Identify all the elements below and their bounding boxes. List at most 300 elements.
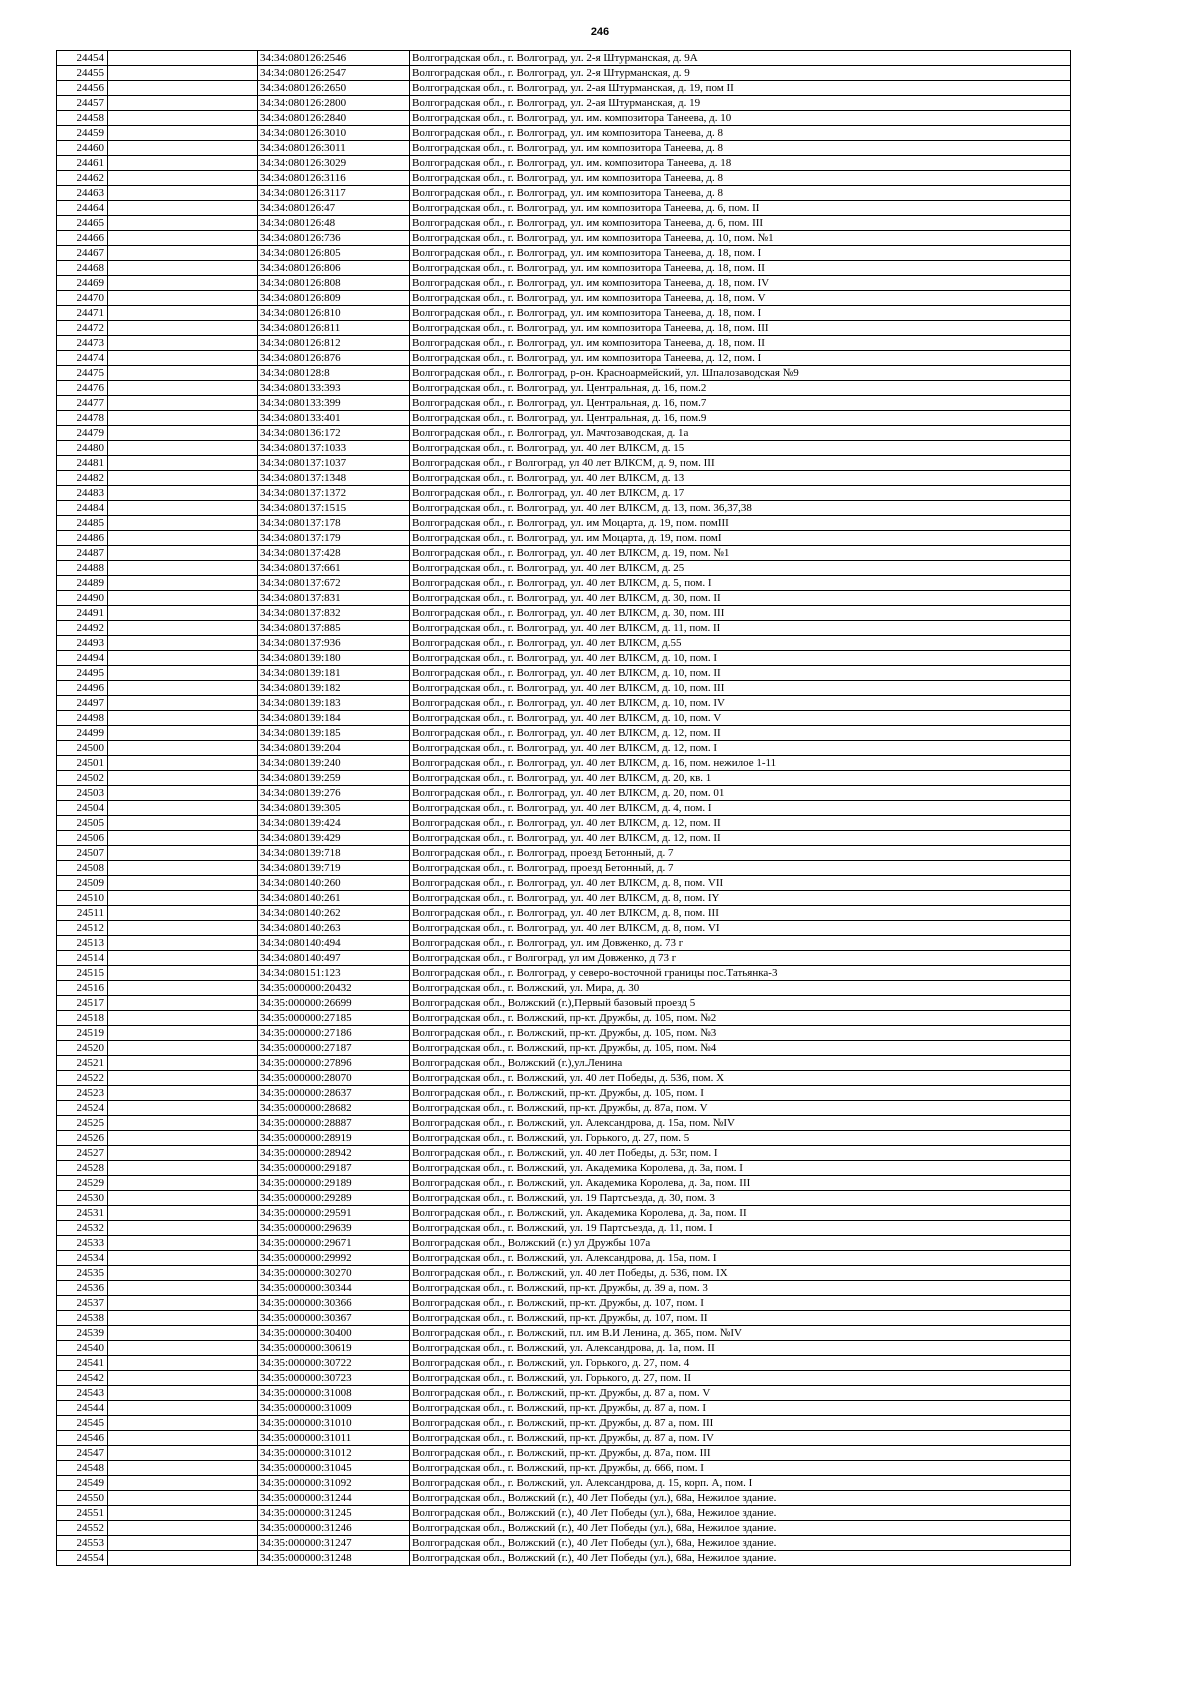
cadastral-number-cell: 34:35:000000:31244: [258, 1491, 410, 1506]
table-row: [57, 546, 1071, 561]
cadastral-number-cell: 34:35:000000:30367: [258, 1311, 410, 1326]
table-row: [57, 471, 1071, 486]
empty-cell: [108, 546, 258, 561]
table-row: [57, 276, 1071, 291]
address-cell: Волгоградская обл., г. Волгоград, ул. им. композитора Танеева, д. 10: [410, 111, 1071, 126]
empty-cell: [108, 1176, 258, 1191]
address-cell: Волгоградская обл., г. Волгоград, ул. 40 лет ВЛКСМ, д. 12, пом. II: [410, 726, 1071, 741]
address-cell: Волгоградская обл., г. Волгоград, ул. им Моцарта, д. 19, пом. помI: [410, 531, 1071, 546]
empty-cell: [108, 1461, 258, 1476]
table-row: [57, 231, 1071, 246]
table-row: [57, 1401, 1071, 1416]
address-cell: Волгоградская обл., г. Волгоград, ул. 2-я Штурманская, д. 9: [410, 66, 1071, 81]
address-cell: Волгоградская обл., г. Волгоград, ул. 40 лет ВЛКСМ, д. 16, пом. нежилое 1-11: [410, 756, 1071, 771]
row-number-cell: 24513: [57, 936, 108, 951]
row-number-cell: 24487: [57, 546, 108, 561]
empty-cell: [108, 1551, 258, 1566]
row-number-cell: 24484: [57, 501, 108, 516]
row-number-cell: 24500: [57, 741, 108, 756]
cadastral-number-cell: 34:35:000000:29992: [258, 1251, 410, 1266]
address-cell: Волгоградская обл., г. Волгоград, ул. им композитора Танеева, д. 18, пом. II: [410, 261, 1071, 276]
row-number-cell: 24469: [57, 276, 108, 291]
row-number-cell: 24482: [57, 471, 108, 486]
table-row: [57, 726, 1071, 741]
cadastral-number-cell: 34:35:000000:29289: [258, 1191, 410, 1206]
table-row: [57, 1521, 1071, 1536]
cadastral-number-cell: 34:35:000000:27185: [258, 1011, 410, 1026]
empty-cell: [108, 1116, 258, 1131]
cadastral-number-cell: 34:34:080139:718: [258, 846, 410, 861]
empty-cell: [108, 771, 258, 786]
empty-cell: [108, 1056, 258, 1071]
row-number-cell: 24499: [57, 726, 108, 741]
table-row: [57, 1131, 1071, 1146]
cadastral-number-cell: 34:34:080139:185: [258, 726, 410, 741]
address-cell: Волгоградская обл., Волжский (г.), 40 Лет Победы (ул.), 68а, Нежилое здание.: [410, 1551, 1071, 1566]
row-number-cell: 24514: [57, 951, 108, 966]
row-number-cell: 24470: [57, 291, 108, 306]
address-cell: Волгоградская обл., г. Волгоград, ул. им композитора Танеева, д. 10, пом. №1: [410, 231, 1071, 246]
row-number-cell: 24505: [57, 816, 108, 831]
cadastral-number-cell: 34:35:000000:31009: [258, 1401, 410, 1416]
address-cell: Волгоградская обл., г. Волгоград, проезд Бетонный, д. 7: [410, 846, 1071, 861]
row-number-cell: 24522: [57, 1071, 108, 1086]
empty-cell: [108, 966, 258, 981]
empty-cell: [108, 321, 258, 336]
cadastral-number-cell: 34:34:080137:428: [258, 546, 410, 561]
row-number-cell: 24527: [57, 1146, 108, 1161]
empty-cell: [108, 141, 258, 156]
table-row: [57, 801, 1071, 816]
empty-cell: [108, 96, 258, 111]
table-row: [57, 1161, 1071, 1176]
address-cell: Волгоградская обл., г. Волгоград, ул. им композитора Танеева, д. 18, пом. IV: [410, 276, 1071, 291]
cadastral-number-cell: 34:35:000000:27896: [258, 1056, 410, 1071]
row-number-cell: 24541: [57, 1356, 108, 1371]
empty-cell: [108, 1026, 258, 1041]
empty-cell: [108, 1191, 258, 1206]
empty-cell: [108, 1491, 258, 1506]
address-cell: Волгоградская обл., г. Волгоград, ул. 40 лет ВЛКСМ, д. 10, пом. V: [410, 711, 1071, 726]
empty-cell: [108, 1341, 258, 1356]
cadastral-number-cell: 34:35:000000:28637: [258, 1086, 410, 1101]
table-row: [57, 1206, 1071, 1221]
cadastral-number-cell: 34:35:000000:31045: [258, 1461, 410, 1476]
cadastral-number-cell: 34:34:080126:805: [258, 246, 410, 261]
cadastral-number-cell: 34:35:000000:30722: [258, 1356, 410, 1371]
row-number-cell: 24459: [57, 126, 108, 141]
address-cell: Волгоградская обл., г. Волгоград, ул. им композитора Танеева, д. 8: [410, 171, 1071, 186]
address-cell: Волгоградская обл., г. Волжский, ул. Академика Королева, д. 3а, пом. III: [410, 1176, 1071, 1191]
table-row: [57, 936, 1071, 951]
cadastral-number-cell: 34:34:080126:812: [258, 336, 410, 351]
address-cell: Волгоградская обл., Волжский (г.),Первый базовый проезд 5: [410, 996, 1071, 1011]
cadastral-number-cell: 34:34:080139:182: [258, 681, 410, 696]
address-cell: Волгоградская обл., Волжский (г.), 40 Лет Победы (ул.), 68а, Нежилое здание.: [410, 1536, 1071, 1551]
address-cell: Волгоградская обл., г. Волгоград, ул. 40 лет ВЛКСМ, д. 12, пом. II: [410, 816, 1071, 831]
table-row: [57, 336, 1071, 351]
table-row: [57, 366, 1071, 381]
empty-cell: [108, 756, 258, 771]
table-row: [57, 1446, 1071, 1461]
empty-cell: [108, 51, 258, 66]
cadastral-number-cell: 34:34:080126:808: [258, 276, 410, 291]
table-row: [57, 351, 1071, 366]
empty-cell: [108, 861, 258, 876]
cadastral-number-cell: 34:34:080139:184: [258, 711, 410, 726]
address-cell: Волгоградская обл., г. Волгоград, ул. им композитора Танеева, д. 18, пом. I: [410, 246, 1071, 261]
empty-cell: [108, 1296, 258, 1311]
row-number-cell: 24531: [57, 1206, 108, 1221]
row-number-cell: 24504: [57, 801, 108, 816]
row-number-cell: 24548: [57, 1461, 108, 1476]
empty-cell: [108, 591, 258, 606]
table-row: [57, 591, 1071, 606]
address-cell: Волгоградская обл., г. Волжский, пр-кт. Дружбы, д. 105, пом. I: [410, 1086, 1071, 1101]
address-cell: Волгоградская обл., г. Волжский, ул. Александрова, д. 1а, пом. II: [410, 1341, 1071, 1356]
table-row: [57, 1026, 1071, 1041]
row-number-cell: 24498: [57, 711, 108, 726]
table-row: [57, 66, 1071, 81]
cadastral-number-cell: 34:35:000000:31245: [258, 1506, 410, 1521]
cadastral-number-cell: 34:35:000000:28070: [258, 1071, 410, 1086]
empty-cell: [108, 801, 258, 816]
row-number-cell: 24457: [57, 96, 108, 111]
table-row: [57, 1476, 1071, 1491]
empty-cell: [108, 1521, 258, 1536]
address-cell: Волгоградская обл., г. Волгоград, ул. им композитора Танеева, д. 8: [410, 126, 1071, 141]
address-cell: Волгоградская обл., г. Волжский, пр-кт. Дружбы, д. 107, пом. I: [410, 1296, 1071, 1311]
row-number-cell: 24551: [57, 1506, 108, 1521]
table-row: [57, 1086, 1071, 1101]
row-number-cell: 24503: [57, 786, 108, 801]
table-row: [57, 681, 1071, 696]
table-row: [57, 1071, 1071, 1086]
row-number-cell: 24494: [57, 651, 108, 666]
cadastral-number-cell: 34:35:000000:26699: [258, 996, 410, 1011]
row-number-cell: 24516: [57, 981, 108, 996]
empty-cell: [108, 606, 258, 621]
address-cell: Волгоградская обл., г. Волжский, пр-кт. Дружбы, д. 105, пом. №3: [410, 1026, 1071, 1041]
cadastral-number-cell: 34:35:000000:31008: [258, 1386, 410, 1401]
address-cell: Волгоградская обл., г Волгоград, ул 40 лет ВЛКСМ, д. 9, пом. III: [410, 456, 1071, 471]
empty-cell: [108, 186, 258, 201]
row-number-cell: 24454: [57, 51, 108, 66]
address-cell: Волгоградская обл., г. Волжский, ул. Академика Королева, д. 3а, пом. II: [410, 1206, 1071, 1221]
cadastral-number-cell: 34:34:080126:736: [258, 231, 410, 246]
empty-cell: [108, 561, 258, 576]
table-row: [57, 1341, 1071, 1356]
cadastral-number-cell: 34:35:000000:27187: [258, 1041, 410, 1056]
address-cell: Волгоградская обл., г. Волгоград, ул. 40 лет ВЛКСМ, д. 19, пом. №1: [410, 546, 1071, 561]
row-number-cell: 24512: [57, 921, 108, 936]
row-number-cell: 24539: [57, 1326, 108, 1341]
property-registry-table: [56, 50, 1071, 1566]
empty-cell: [108, 696, 258, 711]
cadastral-number-cell: 34:35:000000:28942: [258, 1146, 410, 1161]
table-row: [57, 1236, 1071, 1251]
address-cell: Волгоградская обл., г. Волжский, пр-кт. Дружбы, д. 105, пом. №2: [410, 1011, 1071, 1026]
cadastral-number-cell: 34:34:080139:719: [258, 861, 410, 876]
cadastral-number-cell: 34:34:080126:48: [258, 216, 410, 231]
empty-cell: [108, 231, 258, 246]
cadastral-number-cell: 34:35:000000:31012: [258, 1446, 410, 1461]
row-number-cell: 24462: [57, 171, 108, 186]
address-cell: Волгоградская обл., г. Волжский, пр-кт. Дружбы, д. 87а, пом. V: [410, 1101, 1071, 1116]
empty-cell: [108, 1506, 258, 1521]
cadastral-number-cell: 34:34:080139:424: [258, 816, 410, 831]
empty-cell: [108, 666, 258, 681]
table-row: [57, 1116, 1071, 1131]
address-cell: Волгоградская обл., г. Волгоград, ул. им композитора Танеева, д. 18, пом. V: [410, 291, 1071, 306]
table-row: [57, 156, 1071, 171]
empty-cell: [108, 1311, 258, 1326]
table-row: [57, 1551, 1071, 1566]
row-number-cell: 24456: [57, 81, 108, 96]
cadastral-number-cell: 34:34:080139:240: [258, 756, 410, 771]
address-cell: Волгоградская обл., г. Волгоград, ул. 40 лет ВЛКСМ, д. 30, пом. III: [410, 606, 1071, 621]
table-row: [57, 1491, 1071, 1506]
cadastral-number-cell: 34:35:000000:29671: [258, 1236, 410, 1251]
cadastral-number-cell: 34:35:000000:28682: [258, 1101, 410, 1116]
address-cell: Волгоградская обл., г. Волгоград, ул. им композитора Танеева, д. 18, пом. I: [410, 306, 1071, 321]
cadastral-number-cell: 34:34:080126:2546: [258, 51, 410, 66]
row-number-cell: 24532: [57, 1221, 108, 1236]
address-cell: Волгоградская обл., г. Волжский, пр-кт. Дружбы, д. 105, пом. №4: [410, 1041, 1071, 1056]
row-number-cell: 24510: [57, 891, 108, 906]
address-cell: Волгоградская обл., г. Волжский, ул. Александрова, д. 15а, пом. №IV: [410, 1116, 1071, 1131]
empty-cell: [108, 486, 258, 501]
row-number-cell: 24515: [57, 966, 108, 981]
cadastral-number-cell: 34:34:080126:806: [258, 261, 410, 276]
table-row: [57, 891, 1071, 906]
empty-cell: [108, 411, 258, 426]
empty-cell: [108, 1401, 258, 1416]
address-cell: Волгоградская обл., г. Волжский, пл. им В.И Ленина, д. 365, пом. №IV: [410, 1326, 1071, 1341]
table-row: [57, 906, 1071, 921]
address-cell: Волгоградская обл., Волжский (г.), 40 Лет Победы (ул.), 68а, Нежилое здание.: [410, 1521, 1071, 1536]
row-number-cell: 24520: [57, 1041, 108, 1056]
empty-cell: [108, 1281, 258, 1296]
empty-cell: [108, 651, 258, 666]
row-number-cell: 24485: [57, 516, 108, 531]
address-cell: Волгоградская обл., г. Волгоград, ул. 40 лет ВЛКСМ, д. 12, пом. I: [410, 741, 1071, 756]
row-number-cell: 24481: [57, 456, 108, 471]
empty-cell: [108, 681, 258, 696]
address-cell: Волгоградская обл., г. Волгоград, ул. 40 лет ВЛКСМ, д.55: [410, 636, 1071, 651]
cadastral-number-cell: 34:35:000000:31247: [258, 1536, 410, 1551]
empty-cell: [108, 996, 258, 1011]
cadastral-number-cell: 34:35:000000:30366: [258, 1296, 410, 1311]
table-row: [57, 411, 1071, 426]
empty-cell: [108, 1206, 258, 1221]
cadastral-number-cell: 34:34:080126:3029: [258, 156, 410, 171]
address-cell: Волгоградская обл., г. Волжский, ул. Горького, д. 27, пом. II: [410, 1371, 1071, 1386]
table-row: [57, 1431, 1071, 1446]
address-cell: Волгоградская обл., г. Волгоград, ул. им Моцарта, д. 19, пом. помIII: [410, 516, 1071, 531]
cadastral-number-cell: 34:35:000000:29591: [258, 1206, 410, 1221]
cadastral-number-cell: 34:34:080137:885: [258, 621, 410, 636]
cadastral-number-cell: 34:34:080137:1372: [258, 486, 410, 501]
cadastral-number-cell: 34:34:080126:3117: [258, 186, 410, 201]
empty-cell: [108, 1476, 258, 1491]
table-row: [57, 1101, 1071, 1116]
empty-cell: [108, 726, 258, 741]
row-number-cell: 24472: [57, 321, 108, 336]
table-row: [57, 1251, 1071, 1266]
row-number-cell: 24538: [57, 1311, 108, 1326]
address-cell: Волгоградская обл., г. Волгоград, ул. 2-ая Штурманская, д. 19, пом II: [410, 81, 1071, 96]
cadastral-number-cell: 34:35:000000:30270: [258, 1266, 410, 1281]
row-number-cell: 24467: [57, 246, 108, 261]
table-row: [57, 1461, 1071, 1476]
row-number-cell: 24474: [57, 351, 108, 366]
row-number-cell: 24542: [57, 1371, 108, 1386]
address-cell: Волгоградская обл., г. Волжский, ул. 40 лет Победы, д. 536, пом. IX: [410, 1266, 1071, 1281]
cadastral-number-cell: 34:35:000000:30344: [258, 1281, 410, 1296]
empty-cell: [108, 81, 258, 96]
address-cell: Волгоградская обл., г. Волгоград, у северо-восточной границы пос.Татьянка-3: [410, 966, 1071, 981]
table-row: [57, 1311, 1071, 1326]
address-cell: Волгоградская обл., г. Волгоград, ул. 40 лет ВЛКСМ, д. 30, пом. II: [410, 591, 1071, 606]
table-row: [57, 1386, 1071, 1401]
cadastral-number-cell: 34:35:000000:31010: [258, 1416, 410, 1431]
row-number-cell: 24483: [57, 486, 108, 501]
address-cell: Волгоградская обл., г. Волгоград, ул. Центральная, д. 16, пом.9: [410, 411, 1071, 426]
table-row: [57, 1221, 1071, 1236]
row-number-cell: 24508: [57, 861, 108, 876]
address-cell: Волгоградская обл., г. Волгоград, ул. 40 лет ВЛКСМ, д. 20, пом. 01: [410, 786, 1071, 801]
table-row: [57, 711, 1071, 726]
empty-cell: [108, 936, 258, 951]
address-cell: Волгоградская обл., г. Волгоград, ул. 40 лет ВЛКСМ, д. 5, пом. I: [410, 576, 1071, 591]
table-row: [57, 171, 1071, 186]
cadastral-number-cell: 34:35:000000:20432: [258, 981, 410, 996]
cadastral-number-cell: 34:35:000000:31092: [258, 1476, 410, 1491]
row-number-cell: 24493: [57, 636, 108, 651]
table-row: [57, 1326, 1071, 1341]
empty-cell: [108, 111, 258, 126]
empty-cell: [108, 1236, 258, 1251]
table-row: [57, 306, 1071, 321]
row-number-cell: 24549: [57, 1476, 108, 1491]
table-row: [57, 1041, 1071, 1056]
cadastral-number-cell: 34:34:080140:262: [258, 906, 410, 921]
table-row: [57, 501, 1071, 516]
row-number-cell: 24496: [57, 681, 108, 696]
row-number-cell: 24534: [57, 1251, 108, 1266]
address-cell: Волгоградская обл., г. Волгоград, ул. 40 лет ВЛКСМ, д. 8, пом. VII: [410, 876, 1071, 891]
table-row: [57, 1371, 1071, 1386]
cadastral-number-cell: 34:35:000000:30619: [258, 1341, 410, 1356]
address-cell: Волгоградская обл., г. Волгоград, ул. 40 лет ВЛКСМ, д. 10, пом. III: [410, 681, 1071, 696]
empty-cell: [108, 741, 258, 756]
row-number-cell: 24502: [57, 771, 108, 786]
cadastral-number-cell: 34:34:080137:1033: [258, 441, 410, 456]
cadastral-number-cell: 34:34:080126:809: [258, 291, 410, 306]
empty-cell: [108, 1101, 258, 1116]
empty-cell: [108, 291, 258, 306]
row-number-cell: 24458: [57, 111, 108, 126]
table-row: [57, 696, 1071, 711]
table-row: [57, 96, 1071, 111]
cadastral-number-cell: 34:34:080126:3011: [258, 141, 410, 156]
cadastral-number-cell: 34:35:000000:28887: [258, 1116, 410, 1131]
table-row: [57, 246, 1071, 261]
empty-cell: [108, 336, 258, 351]
address-cell: Волгоградская обл., г. Волгоград, р-он. Красноармейский, ул. Шпалозаводская №9: [410, 366, 1071, 381]
empty-cell: [108, 831, 258, 846]
row-number-cell: 24465: [57, 216, 108, 231]
cadastral-number-cell: 34:35:000000:27186: [258, 1026, 410, 1041]
row-number-cell: 24550: [57, 1491, 108, 1506]
empty-cell: [108, 1536, 258, 1551]
row-number-cell: 24511: [57, 906, 108, 921]
empty-cell: [108, 816, 258, 831]
cadastral-number-cell: 34:34:080137:661: [258, 561, 410, 576]
row-number-cell: 24536: [57, 1281, 108, 1296]
empty-cell: [108, 1386, 258, 1401]
table-row: [57, 141, 1071, 156]
cadastral-number-cell: 34:34:080137:1515: [258, 501, 410, 516]
row-number-cell: 24507: [57, 846, 108, 861]
empty-cell: [108, 576, 258, 591]
row-number-cell: 24543: [57, 1386, 108, 1401]
empty-cell: [108, 1161, 258, 1176]
row-number-cell: 24535: [57, 1266, 108, 1281]
table-row: [57, 1146, 1071, 1161]
table-row: [57, 981, 1071, 996]
address-cell: Волгоградская обл., г. Волгоград, ул. 40 лет ВЛКСМ, д. 13: [410, 471, 1071, 486]
table-row: [57, 1191, 1071, 1206]
table-row: [57, 1536, 1071, 1551]
cadastral-number-cell: 34:34:080139:259: [258, 771, 410, 786]
cadastral-number-cell: 34:35:000000:28919: [258, 1131, 410, 1146]
table-row: [57, 1011, 1071, 1026]
row-number-cell: 24554: [57, 1551, 108, 1566]
cadastral-number-cell: 34:34:080136:172: [258, 426, 410, 441]
address-cell: Волгоградская обл., г. Волжский, ул. Горького, д. 27, пом. 4: [410, 1356, 1071, 1371]
empty-cell: [108, 306, 258, 321]
row-number-cell: 24546: [57, 1431, 108, 1446]
address-cell: Волгоградская обл., г. Волжский, ул. 19 Партсъезда, д. 30, пом. 3: [410, 1191, 1071, 1206]
row-number-cell: 24486: [57, 531, 108, 546]
empty-cell: [108, 876, 258, 891]
cadastral-number-cell: 34:34:080126:3010: [258, 126, 410, 141]
row-number-cell: 24553: [57, 1536, 108, 1551]
address-cell: Волгоградская обл., Волжский (г.), 40 Лет Победы (ул.), 68а, Нежилое здание.: [410, 1506, 1071, 1521]
table-row: [57, 651, 1071, 666]
empty-cell: [108, 1371, 258, 1386]
empty-cell: [108, 456, 258, 471]
table-row: [57, 966, 1071, 981]
table-row: [57, 1416, 1071, 1431]
address-cell: Волгоградская обл., г. Волжский, пр-кт. Дружбы, д. 87а, пом. III: [410, 1446, 1071, 1461]
table-row: [57, 951, 1071, 966]
cadastral-number-cell: 34:34:080126:876: [258, 351, 410, 366]
table-row: [57, 771, 1071, 786]
table-row: [57, 516, 1071, 531]
table-row: [57, 1056, 1071, 1071]
table-body: [57, 51, 1071, 1566]
row-number-cell: 24501: [57, 756, 108, 771]
cadastral-number-cell: 34:34:080137:1037: [258, 456, 410, 471]
empty-cell: [108, 261, 258, 276]
table-row: [57, 111, 1071, 126]
address-cell: Волгоградская обл., г. Волгоград, ул. им композитора Танеева, д. 12, пом. I: [410, 351, 1071, 366]
row-number-cell: 24547: [57, 1446, 108, 1461]
table-row: [57, 441, 1071, 456]
